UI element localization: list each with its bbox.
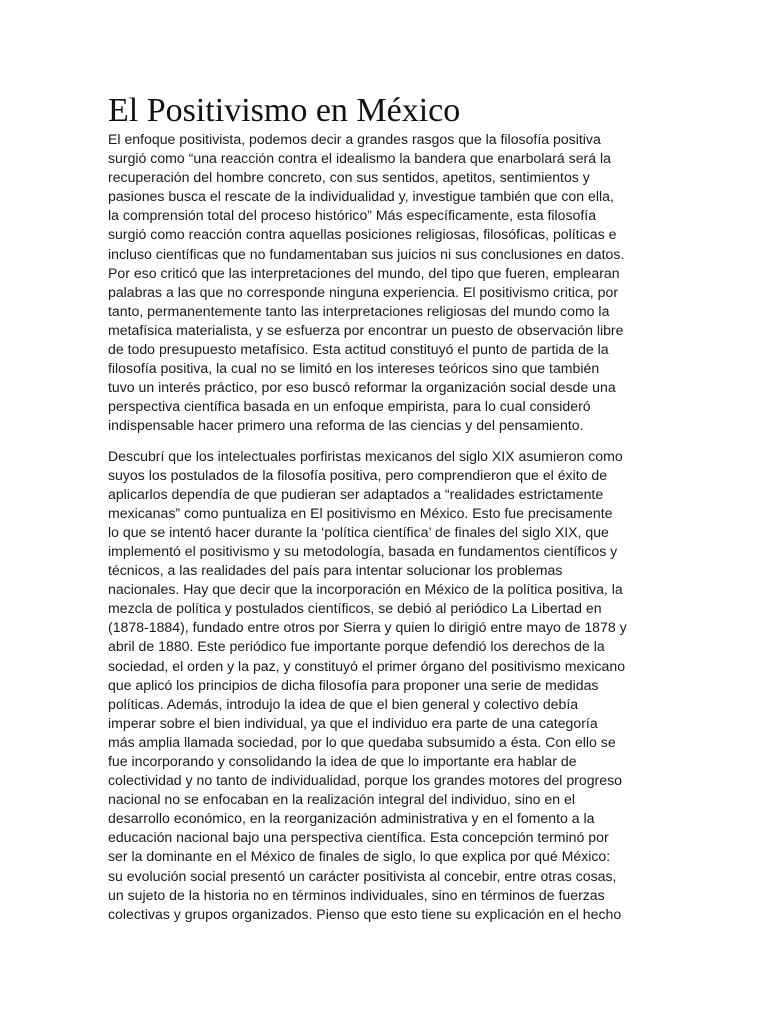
- paragraph-line: recuperación del hombre concreto, con sus sentidos, apetitos, sentimientos y: [108, 169, 590, 186]
- paragraph-line: abril de 1880. Este periódico fue importante porque defendió los derechos de la: [108, 638, 605, 655]
- document-title: El Positivismo en México: [108, 92, 461, 129]
- paragraph-line: nacional no se enfocaban en la realización integral del individuo, sino en el: [108, 791, 575, 808]
- paragraph-line: Descubrí que los intelectuales porfiristas mexicanos del siglo XIX asumieron como: [108, 447, 623, 464]
- paragraph-line: educación nacional bajo una perspectiva científica. Esta concepción terminó por: [108, 829, 609, 846]
- paragraph-line: ser la dominante en el México de finales de siglo, lo que explica por qué México:: [108, 848, 611, 865]
- paragraph-line: tuvo un interés práctico, por eso buscó reformar la organización social desde una: [108, 379, 616, 396]
- paragraph-line: incluso científicas que no fundamentaban sus juicios ni sus conclusiones en datos.: [108, 245, 625, 262]
- paragraph-line: pasiones busca el rescate de la individualidad y, investigue también que con ella,: [108, 188, 614, 205]
- paragraph-line: perspectiva científica basada en un enfoque empirista, para lo cual consideró: [108, 398, 591, 415]
- paragraph-line: fue incorporando y consolidando la idea de que lo importante era hablar de: [108, 753, 577, 769]
- paragraph-line: colectividad y no tanto de individualidad, porque los grandes motores del progreso: [108, 772, 622, 789]
- paragraph-line: sociedad, el orden y la paz, y constituyó el primer órgano del positivismo mexicano: [108, 657, 626, 674]
- paragraph-line: políticas. Además, introdujo la idea de que el bien general y colectivo debía: [108, 695, 579, 712]
- paragraph-line: suyos los postulados de la filosofía positiva, pero comprendieron que el éxito de: [108, 466, 608, 483]
- paragraph-line: técnicos, a las realidades del país para intentar solucionar los problemas: [108, 562, 563, 579]
- paragraph-line: El enfoque positivista, podemos decir a grandes rasgos que la filosofía positiva: [108, 131, 601, 147]
- paragraph-line: un sujeto de la historia no en términos individuales, sino en términos de fuerzas: [108, 886, 605, 903]
- paragraph-line: más amplia llamada sociedad, por lo que quedaba subsumido a ésta. Con ello se: [108, 733, 616, 750]
- paragraph-line: palabras a las que no corresponde ninguna experiencia. El positivismo critica, por: [108, 283, 619, 300]
- paragraph-line: indispensable hacer primero una reforma de las ciencias y del pensamiento.: [108, 417, 584, 434]
- paragraph-line: colectivas y grupos organizados. Pienso que esto tiene su explicación en el hecho: [108, 905, 622, 922]
- paragraph-line: filosofía positiva, la cual no se limitó en los intereses teóricos sino que también: [108, 360, 600, 377]
- paragraph-line: Por eso criticó que las interpretaciones del mundo, del tipo que fueren, emplearan: [108, 264, 620, 281]
- paragraph-line: metafísica materialista, y se esfuerza por encontrar un puesto de observación libre: [108, 321, 624, 338]
- paragraph: [108, 130, 688, 436]
- paragraph-line: desarrollo económico, en la reorganización administrativa y en el fomento a la: [108, 810, 595, 827]
- paragraph-line: imperar sobre el bien individual, ya que el individuo era parte de una categoría: [108, 714, 598, 731]
- paragraph-line: tanto, permanentemente tanto las interpretaciones religiosas del mundo como la: [108, 302, 610, 319]
- paragraph: [108, 447, 688, 924]
- paragraph-line: surgió como “una reacción contra el idealismo la bandera que enarbolará será la: [108, 150, 611, 167]
- paragraph-line: implementó el positivismo y su metodología, basada en fundamentos científicos y: [108, 542, 618, 559]
- paragraph-line: lo que se intentó hacer durante la ‘política científica’ de finales del siglo XIX, que: [108, 523, 609, 540]
- paragraph-line: nacionales. Hay que decir que la incorporación en México de la política positiva, la: [108, 581, 623, 598]
- paragraph-line: mezcla de política y postulados científicos, se debió al periódico La Libertad en: [108, 600, 602, 617]
- paragraph-line: aplicarlos dependía de que pudieran ser adaptados a “realidades estrictamente: [108, 485, 604, 502]
- paragraph-line: mexicanas” como puntualiza en El positivismo en México. Esto fue precisamente: [108, 504, 613, 521]
- paragraph-line: surgió como reacción contra aquellas posiciones religiosas, filosóficas, políticas e: [108, 226, 617, 243]
- paragraph-line: que aplicó los principios de dicha filosofía para proponer una serie de medidas: [108, 676, 599, 693]
- paragraph-line: la comprensión total del proceso histórico” Más específicamente, esta filosofía: [108, 207, 597, 224]
- paragraph-line: su evolución social presentó un carácter positivista al concebir, entre otras cosas,: [108, 867, 617, 884]
- paragraphs-container: [108, 130, 688, 924]
- document-body: [108, 92, 688, 924]
- paragraph-line: de todo presupuesto metafísico. Esta actitud constituyó el punto de partida de la: [108, 341, 609, 358]
- paragraph-line: (1878-1884), fundado entre otros por Sierra y quien lo dirigió entre mayo de 1878 y: [108, 619, 627, 636]
